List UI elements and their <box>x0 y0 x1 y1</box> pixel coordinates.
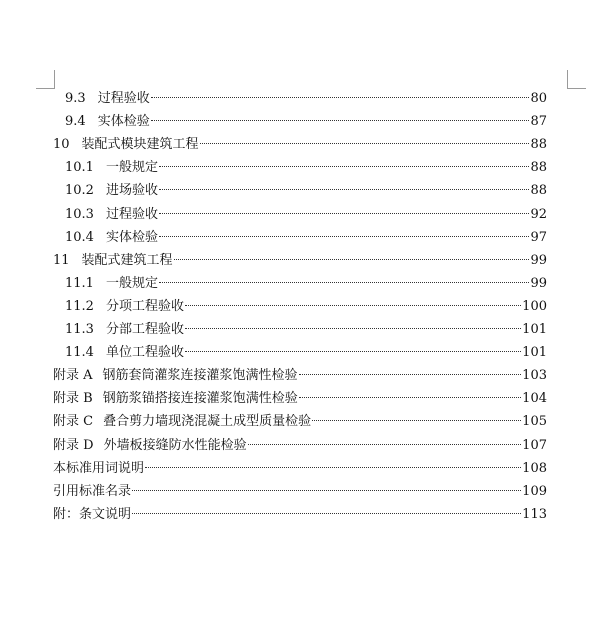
toc-entry-title: 过程验收 <box>105 206 158 222</box>
toc-entry[interactable] <box>53 458 547 480</box>
toc-entry-page-number: 87 <box>530 114 547 130</box>
toc-dot-leader <box>151 120 530 121</box>
toc-entry-page-number: 80 <box>530 91 547 106</box>
toc-entry-page-number: 88 <box>530 160 547 176</box>
toc-entry[interactable] <box>65 342 547 364</box>
toc-dot-leader <box>185 328 521 329</box>
toc-dot-leader <box>185 351 521 352</box>
toc-dot-leader <box>312 420 521 421</box>
toc-entry[interactable] <box>53 411 547 433</box>
toc-entry-title: 单位工程验收 <box>105 345 184 361</box>
toc-entry-number: 11.2 <box>65 298 94 314</box>
toc-entry-page-number: 101 <box>522 322 547 337</box>
toc-dot-leader <box>132 513 521 514</box>
toc-entry-number: 9.4 <box>65 114 86 130</box>
toc-entry[interactable] <box>53 365 547 387</box>
toc-entry-title: 一般规定 <box>105 275 158 291</box>
toc-entry-page-number: 104 <box>522 391 547 407</box>
toc-entry-number: 附录 A <box>53 368 93 384</box>
toc-dot-leader <box>151 97 530 98</box>
toc-entry-page-number: 108 <box>522 460 547 476</box>
toc-entry[interactable] <box>65 296 547 318</box>
toc-dot-leader <box>299 374 522 375</box>
toc-entry-title: 叠合剪力墙现浇混凝土成型质量检验 <box>103 414 312 430</box>
page-corner-mark-top-right <box>567 70 586 89</box>
toc-entry-title: 一般规定 <box>105 160 158 176</box>
toc-entry-number: 11.4 <box>65 345 94 361</box>
toc-entry-title: 分项工程验收 <box>105 298 184 314</box>
toc-entry-title: 装配式建筑工程 <box>81 252 173 268</box>
toc-entry[interactable] <box>65 319 547 341</box>
toc-entry-page-number: 97 <box>530 229 547 245</box>
toc-entry[interactable] <box>53 388 547 410</box>
toc-entry[interactable] <box>65 157 547 179</box>
toc-entry-number: 11.3 <box>65 322 94 337</box>
toc-entry-number: 10.4 <box>65 229 94 245</box>
toc-entry[interactable] <box>65 88 547 110</box>
toc-entry-page-number: 92 <box>530 206 547 222</box>
toc-entry[interactable] <box>65 273 547 295</box>
toc-entry-title: 实体检验 <box>105 229 158 245</box>
toc-entry-page-number: 88 <box>530 137 547 153</box>
toc-entry-number: 11.1 <box>65 275 94 291</box>
toc-entry[interactable] <box>53 481 547 503</box>
toc-entry[interactable] <box>65 204 547 226</box>
toc-entry-page-number: 103 <box>522 368 547 384</box>
toc-dot-leader <box>145 467 521 468</box>
toc-entry[interactable] <box>53 134 547 156</box>
toc-entry-number: 11 <box>53 252 70 268</box>
toc-entry-number: 10.1 <box>65 160 94 176</box>
toc-dot-leader <box>159 213 529 214</box>
toc-entry-page-number: 101 <box>522 345 547 361</box>
toc-entry[interactable] <box>65 111 547 133</box>
toc-dot-leader <box>200 143 530 144</box>
toc-entry-title: 钢筋套筒灌浆连接灌浆饱满性检验 <box>102 368 298 384</box>
toc-entry-number: 附录 C <box>53 414 94 430</box>
toc-entry-number: 10 <box>53 137 70 153</box>
toc-dot-leader <box>132 490 521 491</box>
toc-entry-title: 本标准用词说明 <box>53 460 145 476</box>
toc-entry-page-number: 99 <box>530 275 547 291</box>
page-corner-mark-top-left <box>36 70 55 89</box>
toc-dot-leader <box>159 282 529 283</box>
toc-entry-number: 10.2 <box>65 183 94 199</box>
toc-entry-number: 附录 B <box>53 391 93 407</box>
toc-entry-title: 附：条文说明 <box>53 506 132 522</box>
toc-entry-page-number: 113 <box>522 506 547 522</box>
toc-entry-title: 钢筋浆锚搭接连接灌浆饱满性检验 <box>102 391 298 407</box>
toc-dot-leader <box>299 397 521 398</box>
toc-entry-page-number: 109 <box>522 483 547 499</box>
toc-entry-page-number: 100 <box>522 298 547 314</box>
toc-entry-title: 进场验收 <box>105 183 158 199</box>
toc-entry-title: 引用标准名录 <box>53 483 132 499</box>
toc-entry-title: 分部工程验收 <box>105 322 184 337</box>
toc-dot-leader <box>174 259 530 260</box>
toc-entry[interactable] <box>53 435 547 457</box>
toc-dot-leader <box>185 305 521 306</box>
toc-entry-page-number: 88 <box>530 183 547 199</box>
toc-entry-title: 外墙板接缝防水性能检验 <box>103 437 247 453</box>
toc-dot-leader <box>159 236 529 237</box>
toc-entry-number: 附录 D <box>53 437 94 453</box>
toc-entry-title: 过程验收 <box>97 91 150 106</box>
toc-entry-title: 实体检验 <box>97 114 150 130</box>
toc-entry[interactable] <box>65 227 547 249</box>
toc-entry[interactable] <box>53 504 547 526</box>
toc-entry-page-number: 107 <box>522 437 547 453</box>
toc-entry-number: 10.3 <box>65 206 94 222</box>
toc-entry-page-number: 99 <box>530 252 547 268</box>
toc-entry[interactable] <box>65 180 547 202</box>
toc-entry[interactable] <box>53 250 547 272</box>
toc-entry-title: 装配式模块建筑工程 <box>81 137 199 153</box>
toc-entry-page-number: 105 <box>522 414 547 430</box>
toc-dot-leader <box>159 189 529 190</box>
toc-dot-leader <box>159 166 529 167</box>
toc-entry-number: 9.3 <box>65 91 86 106</box>
toc-dot-leader <box>248 444 522 445</box>
